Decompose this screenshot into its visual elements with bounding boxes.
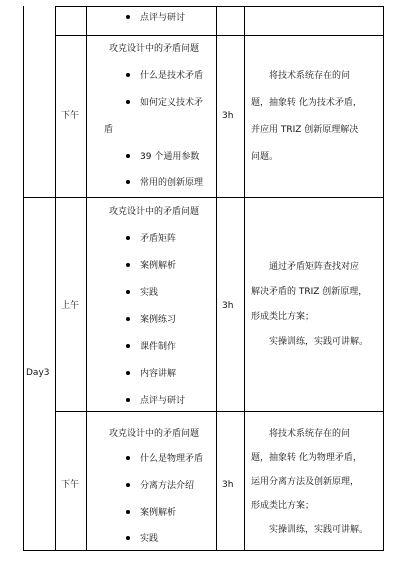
day-cell: Day3: [26, 368, 50, 378]
row-border-1: [55, 35, 384, 36]
bullet-dot: [126, 263, 130, 267]
list-item: [126, 70, 203, 82]
row-border-2: [23, 197, 384, 198]
list-item: [126, 507, 176, 519]
list-item: [126, 97, 203, 109]
description-line: 将技术系统存在的问: [269, 71, 351, 81]
list-item: [126, 287, 158, 299]
bullet-dot: [126, 236, 130, 240]
list-item-label: 点评与研讨: [140, 13, 186, 23]
list-item-label: 课件制作: [140, 342, 177, 352]
description-cell: [251, 428, 383, 536]
bullet-dot: [126, 100, 130, 104]
description-line: 问题。: [251, 152, 279, 162]
period-cell: 下午: [61, 111, 80, 121]
list-item: [126, 453, 203, 465]
list-item-label: 39 个通用参数: [140, 152, 200, 162]
description-line: 运用分离方法及创新原理，: [251, 477, 360, 487]
bullet-dot: [126, 290, 130, 294]
list-item-label: 点评与研讨: [140, 396, 186, 406]
list-item: [126, 368, 176, 380]
bullet-dot: [126, 15, 130, 19]
list-item-label: 分离方法介绍: [140, 481, 195, 491]
list-item-label: 案例解析: [140, 508, 177, 518]
period-cell: 上午: [61, 301, 80, 311]
table-border-col4: [216, 6, 217, 551]
description-line: 通过矛盾矩阵查找对应: [269, 262, 360, 272]
topic-cell: 攻克设计中的矛盾问题: [109, 44, 200, 54]
description-line: 题，抽象转 化为技术矛盾，: [251, 98, 362, 108]
list-item: [126, 395, 185, 407]
bullet-dot: [126, 317, 130, 321]
list-item-label: 常用的创新原理: [140, 178, 204, 188]
list-item: [126, 233, 176, 245]
description-line: 将技术系统存在的问: [269, 429, 351, 439]
description-line: 实操训练，实践可讲解。: [269, 337, 369, 347]
description-line: 实操训练，实践可讲解。: [269, 525, 369, 535]
row-border-top: [55, 6, 384, 7]
bullet-dot: [126, 180, 130, 184]
bullet-dot: [126, 154, 130, 158]
topic-cell: 攻克设计中的矛盾问题: [109, 207, 200, 217]
list-item: [126, 177, 203, 189]
list-item-label: 什么是物理矛盾: [140, 454, 204, 464]
row-border-bottom: [23, 550, 384, 551]
list-item-label: 内容讲解: [140, 369, 177, 379]
topic-cell: 攻克设计中的矛盾问题: [109, 429, 200, 439]
table-border-left: [23, 6, 24, 551]
hours-cell: 3h: [222, 111, 234, 121]
list-item: [126, 314, 176, 326]
hours-cell: 3h: [222, 301, 234, 311]
hours-cell: 3h: [222, 480, 234, 490]
bullet-dot: [126, 456, 130, 460]
list-item-label: 案例解析: [140, 261, 177, 271]
description-line: 形成类比方案；: [251, 312, 315, 322]
list-item: [126, 260, 176, 272]
list-item-label: 实践: [140, 534, 159, 544]
list-item-label: 案例练习: [140, 315, 177, 325]
list-item: [126, 12, 185, 24]
description-line: 形成类比方案；: [251, 501, 315, 511]
row-border-3: [55, 411, 384, 412]
list-item-continuation: 盾: [104, 125, 114, 135]
list-item-label: 如何定义技术矛: [140, 98, 204, 108]
bullet-dot: [126, 510, 130, 514]
list-item: [126, 533, 158, 545]
list-item: [126, 341, 176, 353]
list-item-label: 矛盾矩阵: [140, 234, 177, 244]
bullet-dot: [126, 73, 130, 77]
bullet-dot: [126, 371, 130, 375]
bullet-dot: [126, 398, 130, 402]
description-line: 解决矛盾的 TRIZ 创新原理，: [251, 287, 368, 297]
list-item-label: 实践: [140, 288, 159, 298]
table-border-col5: [244, 6, 245, 551]
bullet-dot: [126, 536, 130, 540]
list-item-label: 什么是技术矛盾: [140, 71, 204, 81]
table-border-col3: [86, 6, 87, 551]
description-line: 并应用 TRIZ 创新原理解决: [251, 125, 359, 135]
list-item: [126, 151, 199, 163]
description-cell: [251, 261, 383, 348]
description-line: 题，抽象转 化为物理矛盾，: [251, 453, 362, 463]
bullet-dot: [126, 483, 130, 487]
list-item: [126, 480, 194, 492]
table-border-col2: [55, 6, 56, 551]
period-cell: 下午: [61, 480, 80, 490]
bullet-dot: [126, 344, 130, 348]
description-cell: [251, 70, 381, 163]
table-border-right: [383, 6, 384, 551]
